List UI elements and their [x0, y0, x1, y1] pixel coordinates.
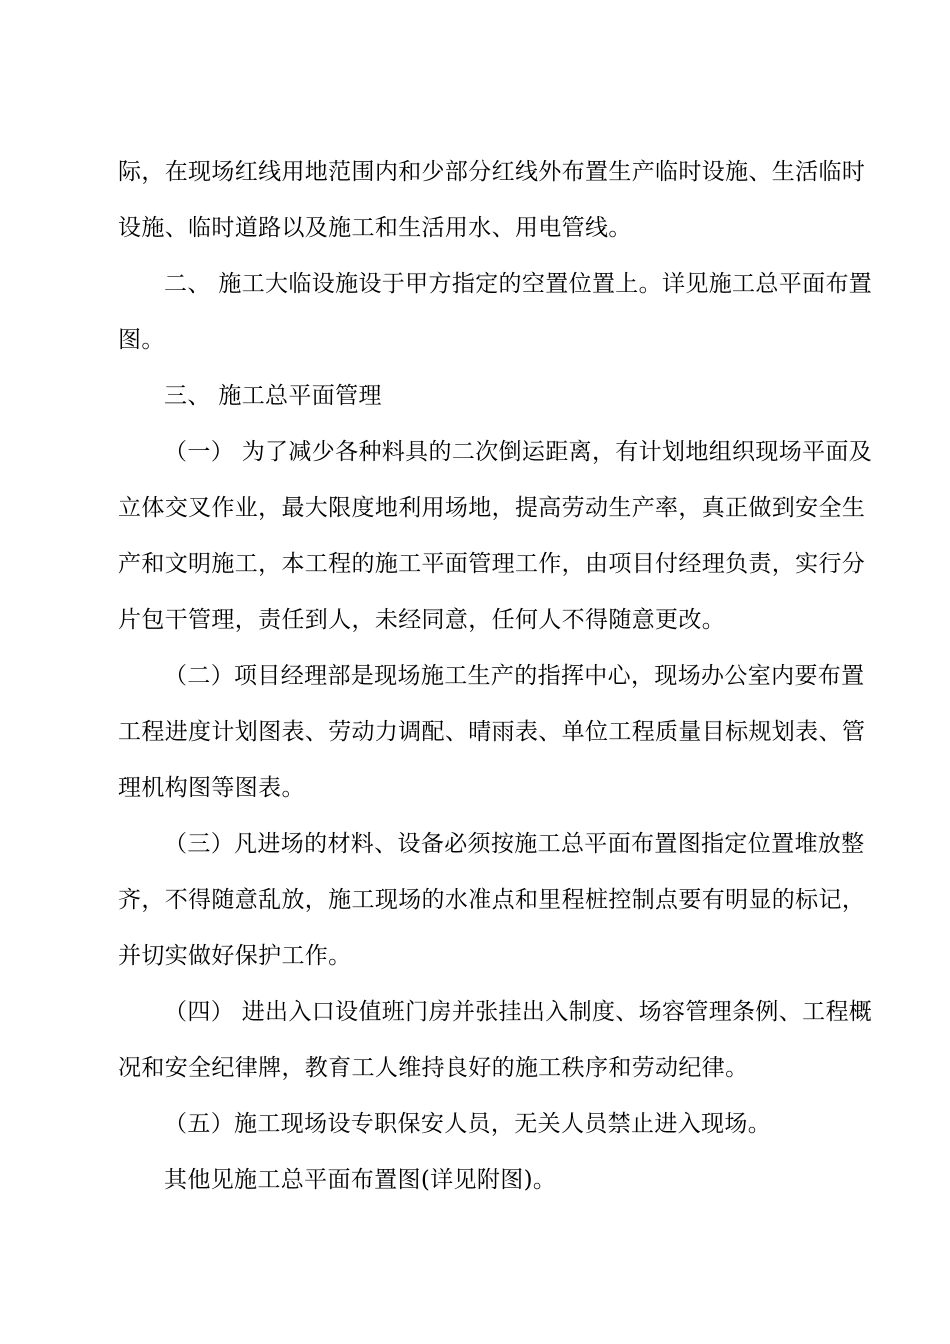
paragraph-item-two — [118, 262, 873, 374]
text-line: 产和文明施工，本工程的施工平面管理工作，由项目付经理负责，实行分 — [118, 551, 866, 577]
paragraph-item-three-heading — [118, 374, 846, 430]
text-line: 况和安全纪律牌，教育工人维持良好的施工秩序和劳动纪律。 — [118, 1055, 749, 1081]
text-line: 图。 — [118, 327, 165, 353]
text-line: 工程进度计划图表、劳动力调配、晴雨表、单位工程质量目标规划表、管 — [118, 719, 866, 745]
text-line: （二）项目经理部是现场施工生产的指挥中心，现场办公室内要布置 — [164, 663, 865, 689]
paragraph-sub-three — [118, 822, 866, 990]
paragraph-sub-four — [118, 990, 873, 1102]
paragraph-site-layout — [118, 150, 866, 262]
text-line: （五）施工现场设专职保安人员，无关人员禁止进入现场。 — [164, 1111, 772, 1137]
paragraph-sub-one — [118, 430, 873, 654]
text-line: 设施、临时道路以及施工和生活用水、用电管线。 — [118, 215, 632, 241]
section-heading: 三、 施工总平面管理 — [164, 383, 382, 409]
text-line: 其他见施工总平面布置图(详见附图)。 — [164, 1167, 557, 1193]
text-line: 立体交叉作业，最大限度地利用场地，提高劳动生产率，真正做到安全生 — [118, 495, 866, 521]
text-line: 并切实做好保护工作。 — [118, 943, 352, 969]
text-line: 理机构图等图表。 — [118, 775, 305, 801]
text-line: 片包干管理，责任到人，未经同意，任何人不得随意更改。 — [118, 607, 726, 633]
text-line: （四） 进出入口设值班门房并张挂出入制度、场容管理条例、工程概 — [164, 999, 873, 1025]
text-line: 齐，不得随意乱放，施工现场的水准点和里程桩控制点要有明显的标记， — [118, 887, 866, 913]
text-line: （一） 为了减少各种料具的二次倒运距离，有计划地组织现场平面及 — [164, 439, 873, 465]
paragraph-sub-five — [118, 1102, 846, 1158]
paragraph-other — [118, 1158, 846, 1214]
text-line: 际，在现场红线用地范围内和少部分红线外布置生产临时设施、生活临时 — [118, 159, 866, 185]
document-body — [118, 150, 873, 1214]
text-line: 二、 施工大临设施设于甲方指定的空置位置上。详见施工总平面布置 — [164, 271, 873, 297]
paragraph-sub-two — [118, 654, 866, 822]
text-line: （三）凡进场的材料、设备必须按施工总平面布置图指定位置堆放整 — [164, 831, 865, 857]
